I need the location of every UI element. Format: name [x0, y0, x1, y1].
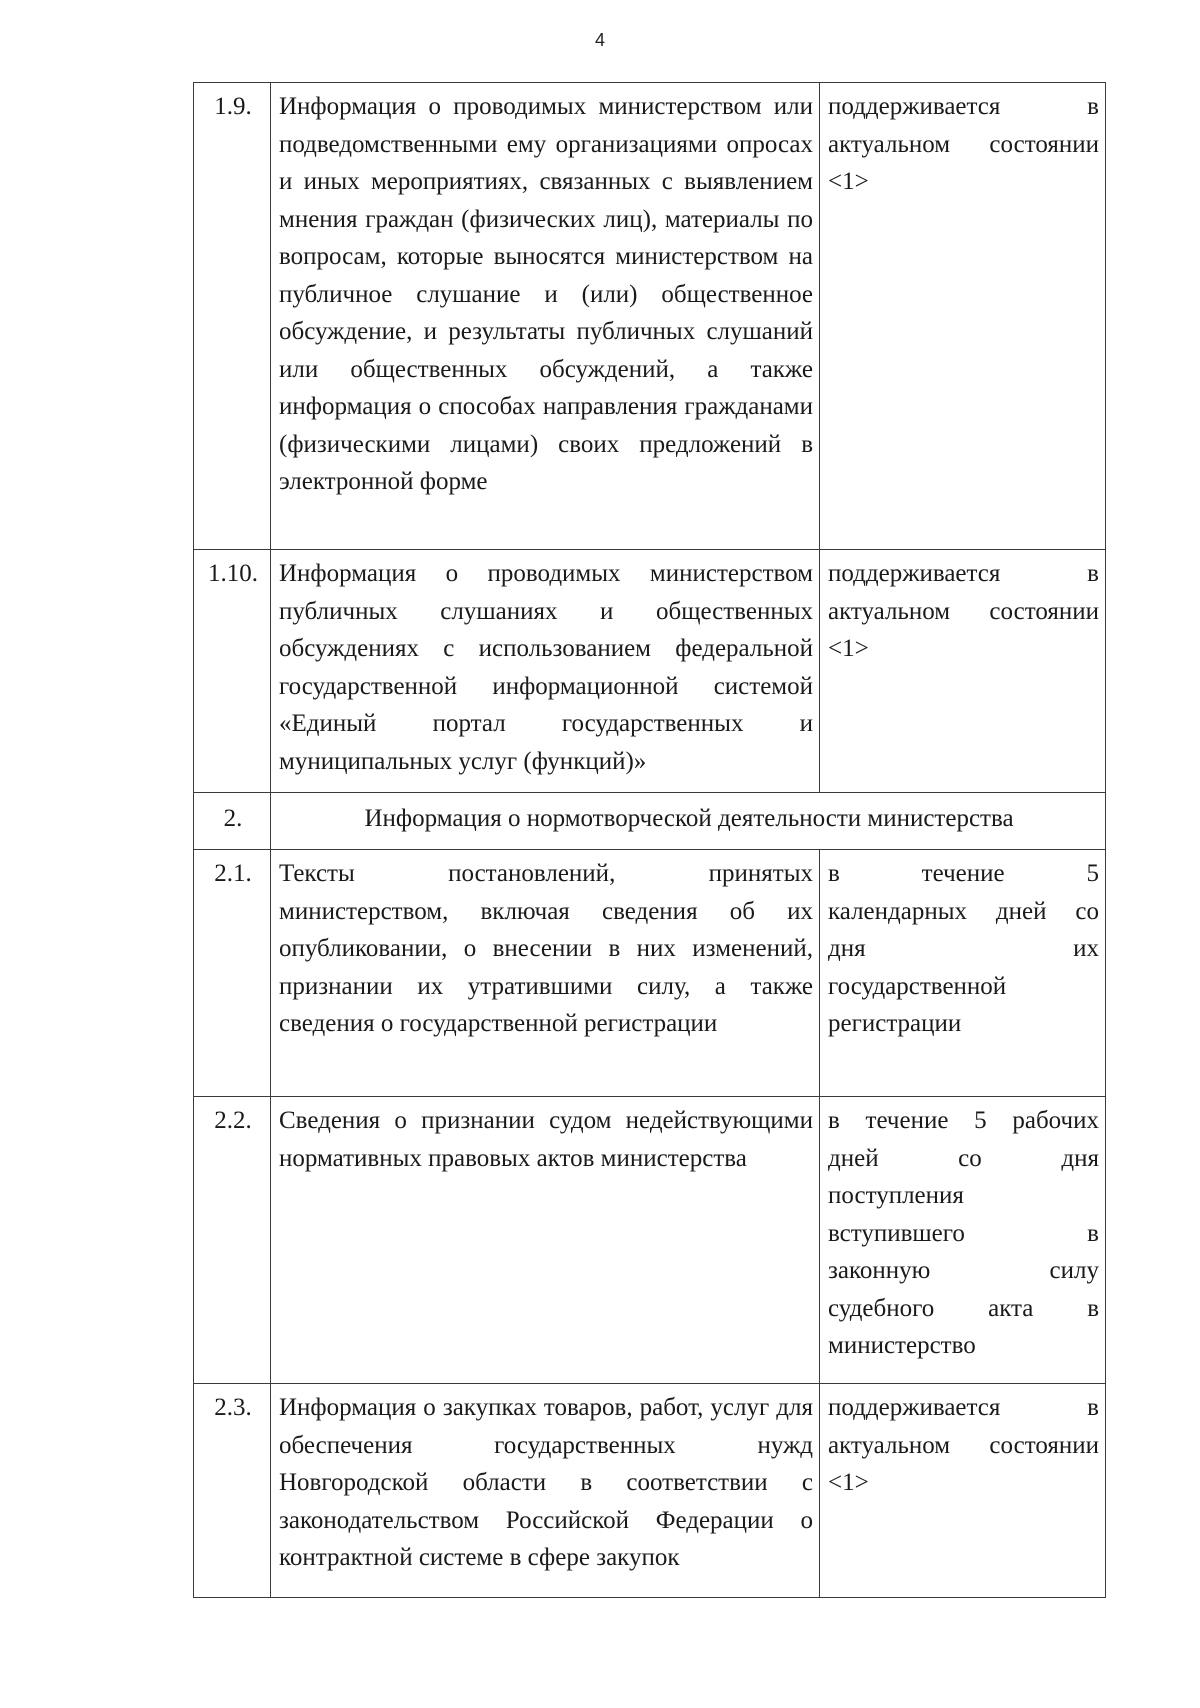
- row-description: Информация о закупках товаров, работ, услуг для обеспечения государственных нужд Новгородской области в соответствии с законодательством Российской Федерации о контрактной системе в сфере закупок: [271, 1384, 820, 1598]
- section-row: [194, 793, 1106, 850]
- term-line: <1>: [828, 1469, 869, 1496]
- section-title: Информация о нормотворческой деятельности министерства: [271, 793, 1106, 850]
- term-line: дней со дня: [828, 1144, 1099, 1172]
- row-number: 1.10.: [194, 550, 271, 793]
- term-line: <1>: [828, 635, 869, 662]
- table-row: [194, 1384, 1106, 1598]
- term-line: государственной: [828, 972, 1007, 1000]
- term-line: законную силу: [828, 1257, 1099, 1284]
- term-line: поддерживается в: [828, 93, 1099, 120]
- term-line: календарных дней со: [828, 897, 1099, 925]
- row-number: 1.9.: [194, 83, 271, 550]
- row-term: [820, 1384, 1106, 1598]
- row-number: 2.1.: [194, 850, 271, 1097]
- row-term: [820, 550, 1106, 793]
- row-description: Тексты постановлений, принятых министерством, включая сведения об их опубликовании, о внесении в них изменений, признании их утратившими силу, а также сведения о государственной регистрации: [271, 850, 820, 1097]
- term-line: министерство: [828, 1332, 976, 1359]
- row-term: [820, 83, 1106, 550]
- term-line: актуальном состоянии: [828, 1431, 1099, 1459]
- term-line: актуальном состоянии: [828, 130, 1099, 158]
- table-row: [194, 1097, 1106, 1384]
- term-line: вступившего в: [828, 1219, 1099, 1247]
- row-term: [820, 850, 1106, 1097]
- section-number: 2.: [194, 793, 271, 850]
- row-term: [820, 1097, 1106, 1384]
- page-number: 4: [594, 30, 605, 50]
- row-number: 2.3.: [194, 1384, 271, 1598]
- row-description: Информация о проводимых министерством публичных слушаниях и общественных обсуждениях с использованием федеральной государственной информационной системой «Единый портал государственных и муниципальных услуг (функций)»: [271, 550, 820, 793]
- term-line: актуальном состоянии: [828, 597, 1099, 625]
- row-number: 2.2.: [194, 1097, 271, 1384]
- row-description: Информация о проводимых министерством или подведомственными ему организациями опросах и иных мероприятиях, связанных с выявлением мнения граждан (физических лиц), материалы по вопросам, которые выносятся министерством на публичное слушание и (или) общественное обсуждение, и результаты публичных слушаний или общественных обсуждений, а также информация о способах направления гражданами (физическими лицами) своих предложений в электронной форме: [271, 83, 820, 550]
- document-table: [193, 82, 1106, 1598]
- table-row: [194, 850, 1106, 1097]
- term-line: дня их: [828, 935, 1099, 962]
- row-description: Сведения о признании судом недействующими нормативных правовых актов министерства: [271, 1097, 820, 1384]
- term-line: регистрации: [828, 1010, 962, 1037]
- term-line: поддерживается в: [828, 560, 1099, 587]
- term-line: поступления: [828, 1182, 964, 1209]
- term-line: поддерживается в: [828, 1394, 1099, 1421]
- table-row: [194, 550, 1106, 793]
- table-row: [194, 83, 1106, 550]
- term-line: <1>: [828, 168, 869, 195]
- term-line: в течение 5 рабочих: [828, 1107, 1099, 1134]
- term-line: судебного акта в: [828, 1294, 1099, 1322]
- term-line: в течение 5: [828, 860, 1099, 887]
